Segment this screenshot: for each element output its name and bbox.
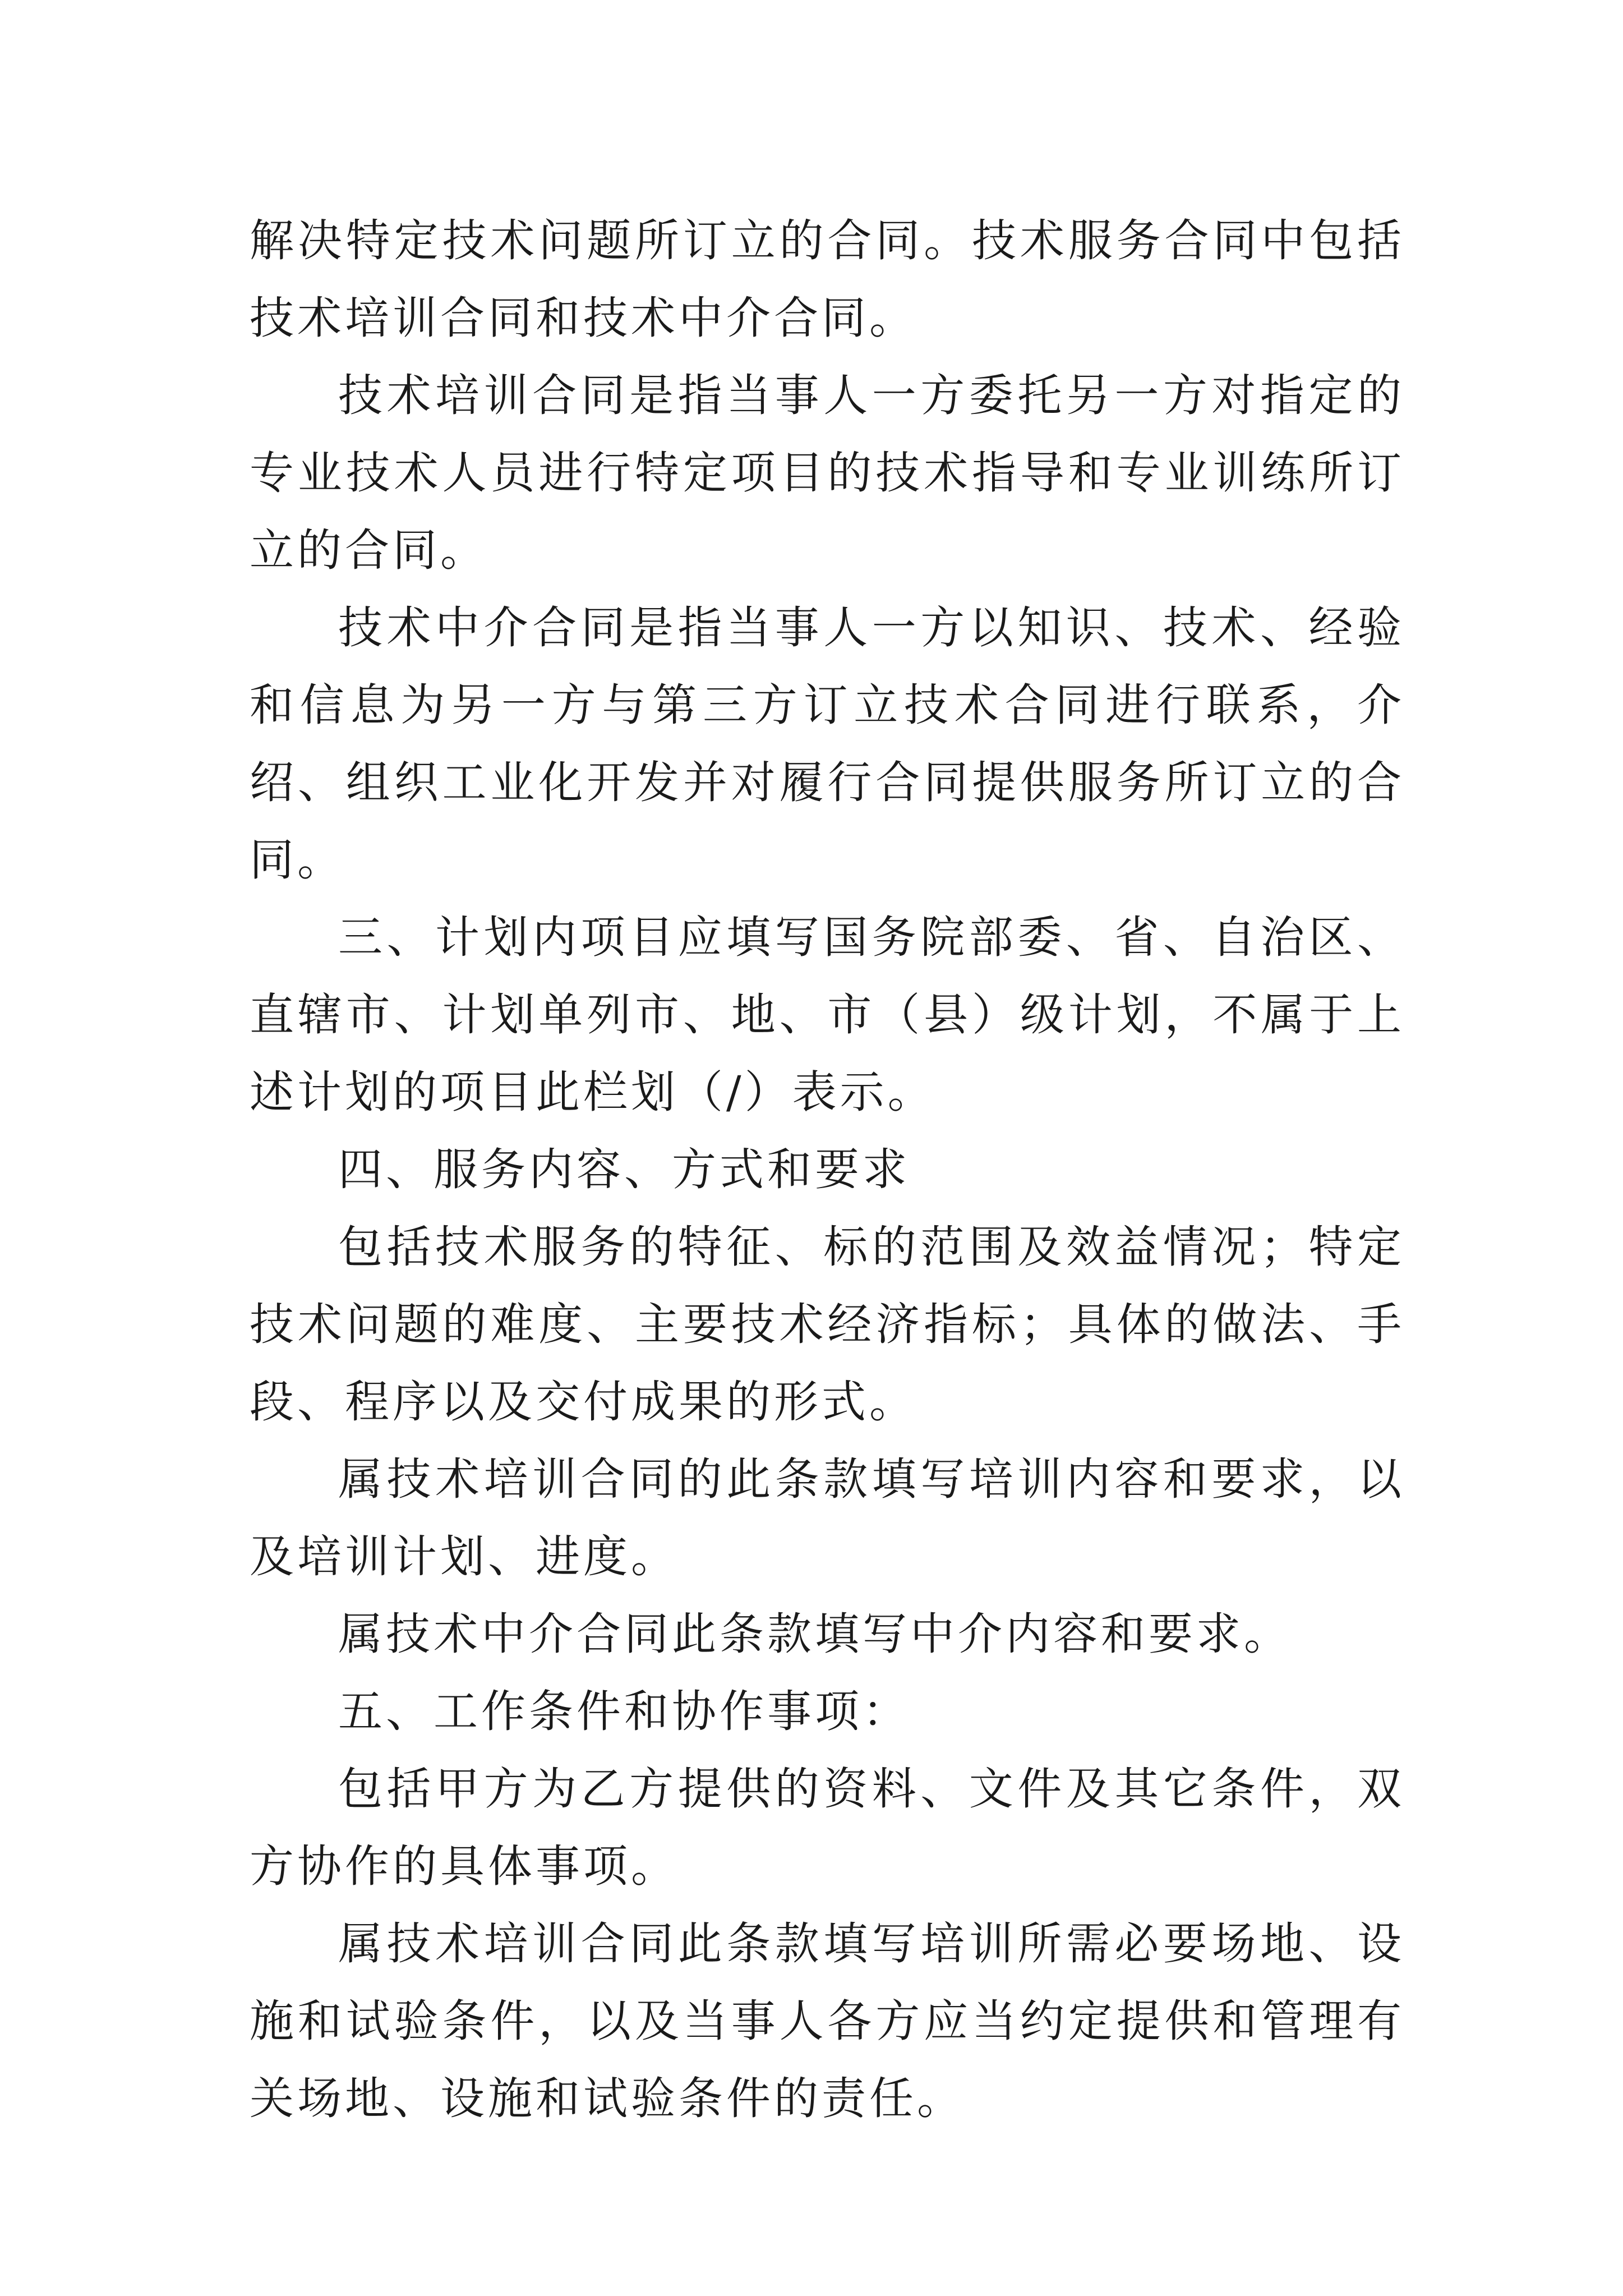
paragraph-7: 属技术培训合同的此条款填写培训内容和要求，以及培训计划、进度。 (250, 1453, 1405, 1582)
section-heading-4: 四、服务内容、方式和要求 (338, 1144, 910, 1195)
paragraph-2: 技术培训合同是指当事人一方委托另一方对指定的专业技术人员进行特定项目的技术指导和专业训练所订立的合同。 (250, 370, 1405, 576)
paragraph-1: 解决特定技术问题所订立的合同。技术服务合同中包括技术培训合同和技术中介合同。 (250, 215, 1405, 344)
paragraph-8: 属技术中介合同此条款填写中介内容和要求。 (338, 1608, 1292, 1660)
paragraph-11: 属技术培训合同此条款填写培训所需必要场地、设施和试验条件，以及当事人各方应当约定提供和管理有关场地、设施和试验条件的责任。 (250, 1918, 1405, 2124)
paragraph-6: 包括技术服务的特征、标的范围及效益情况；特定技术问题的难度、主要技术经济指标；具体的做法、手段、程序以及交付成果的形式。 (250, 1221, 1405, 1428)
section-heading-5: 五、工作条件和协作事项： (338, 1686, 910, 1737)
document-body (250, 202, 1405, 2137)
paragraph-10: 包括甲方为乙方提供的资料、文件及其它条件，双方协作的具体事项。 (250, 1763, 1405, 1892)
paragraph-3: 技术中介合同是指当事人一方以知识、技术、经验和信息为另一方与第三方订立技术合同进行联系，介绍、组织工业化开发并对履行合同提供服务所订立的合同。 (250, 602, 1405, 886)
paragraph-4: 三、计划内项目应填写国务院部委、省、自治区、直辖市、计划单列市、地、市（县）级计划，不属于上述计划的项目此栏划（/）表示。 (250, 912, 1405, 1118)
